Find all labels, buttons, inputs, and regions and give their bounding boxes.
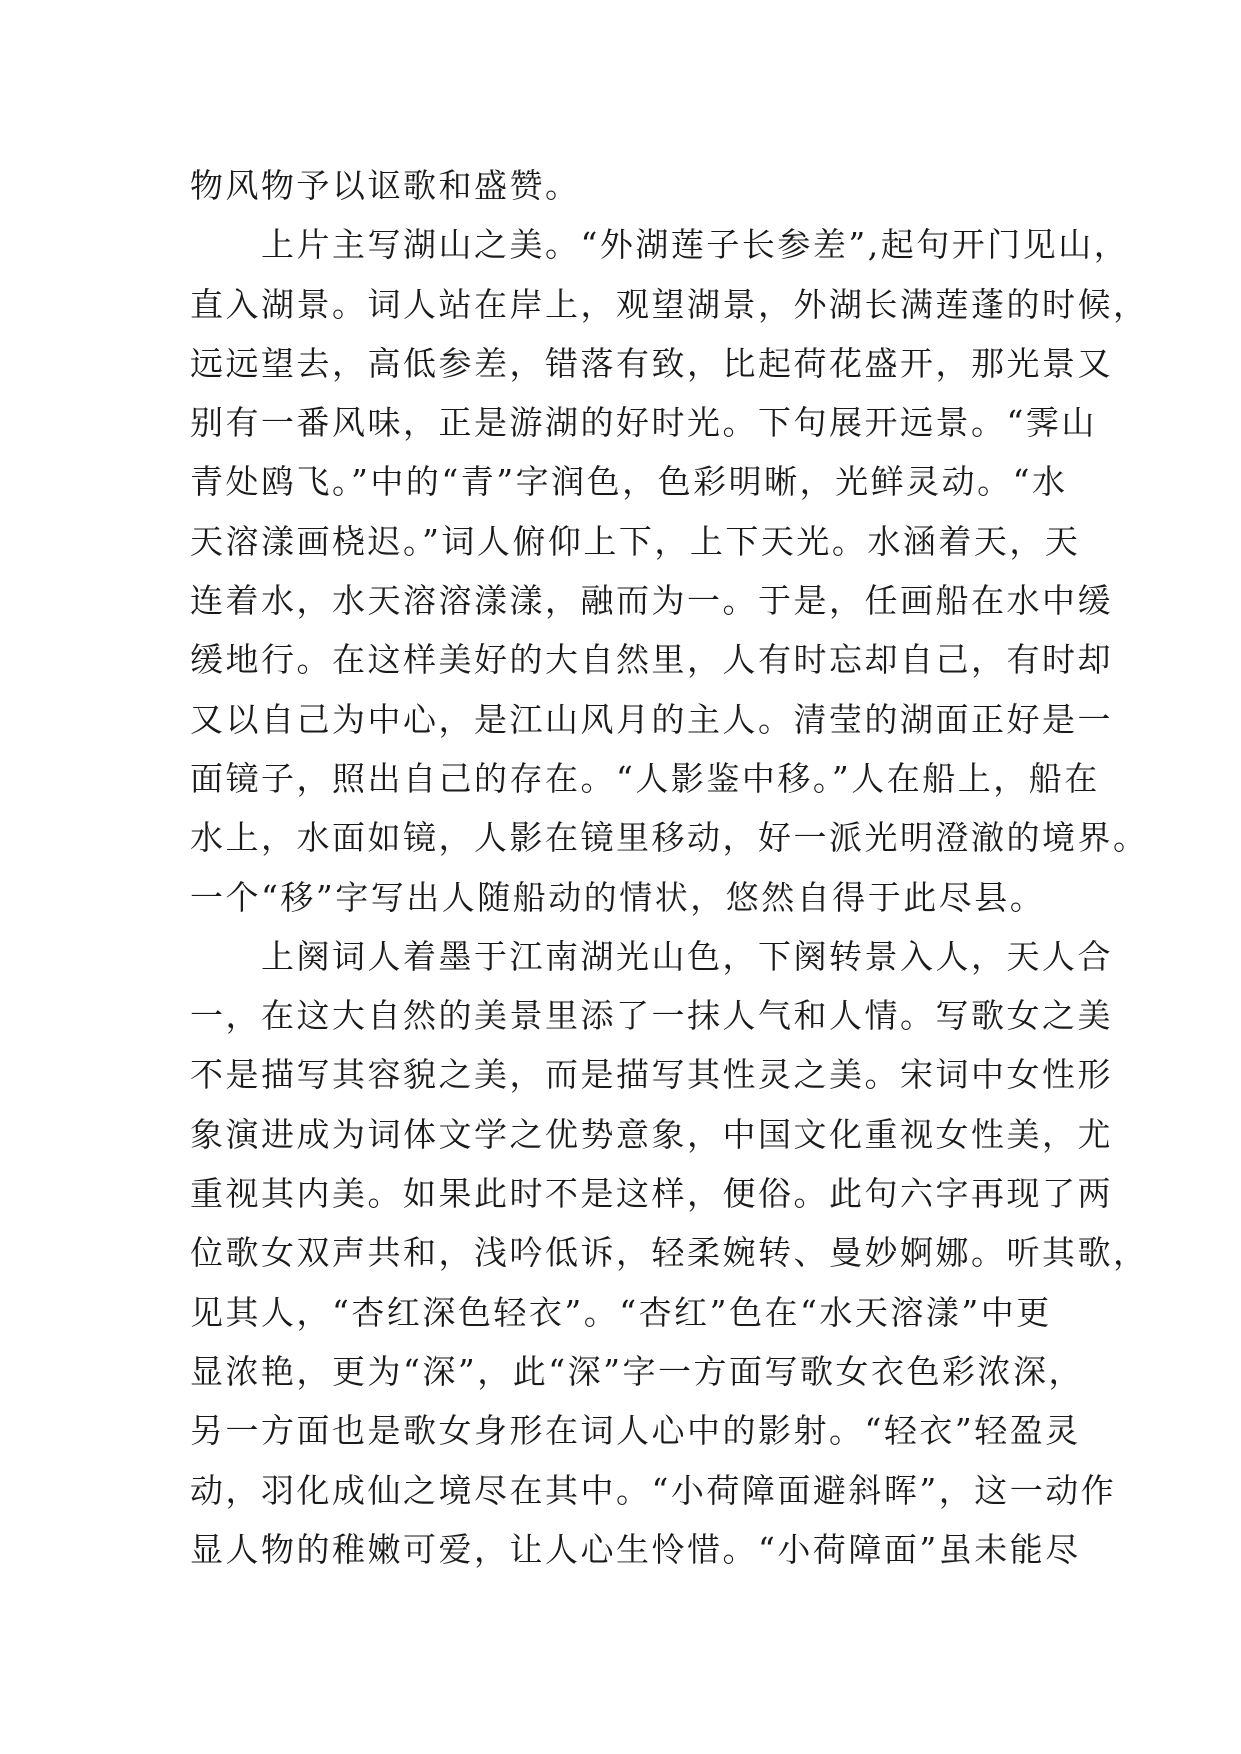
text-line: 见其人，“杏红深色轻衣”。“杏红”色在“水天溶漾”中更 <box>190 1292 1052 1332</box>
text-line: 象演进成为词体文学之优势意象，中国文化重视女性美，尤 <box>190 1114 1113 1154</box>
text-line: 面镜子，照出自己的存在。“人影鉴中移。”人在船上，船在 <box>190 758 1100 798</box>
text-line: 另一方面也是歌女身形在词人心中的影射。“轻衣”轻盈灵 <box>190 1411 1081 1451</box>
text-line: 别有一番风味，正是游湖的好时光。下句展开远景。“霁山 <box>190 403 1097 443</box>
text-line: 远远望去，高低参差，错落有致，比起荷花盛开，那光景又 <box>190 343 1113 383</box>
text-line: 上阕词人着墨于江南湖光山色，下阕转景入人，天人合 <box>190 936 1113 976</box>
text-line: 物风物予以讴歌和盛赞。 <box>190 166 581 205</box>
text-line: 天溶漾画桡迟。”词人俯仰上下，上下天光。水涵着天，天 <box>190 521 1081 561</box>
text-line: 水上，水面如镜，人影在镜里移动，好一派光明澄澈的境界。 <box>190 818 1149 858</box>
text-line: 重视其内美。如果此时不是这样，便俗。此句六字再现了两 <box>190 1174 1113 1214</box>
text-line: 又以自己为中心，是江山风月的主人。清莹的湖面正好是一 <box>190 699 1113 739</box>
text-line: 不是描写其容貌之美，而是描写其性灵之美。宋词中女性形 <box>190 1055 1113 1095</box>
text-line: 直入湖景。词人站在岸上，观望湖景，外湖长满莲蓬的时候， <box>190 284 1149 324</box>
text-line: 上片主写湖山之美。“外湖莲子长参差”,起句开门见山， <box>190 225 1130 265</box>
text-line: 动，羽化成仙之境尽在其中。“小荷障面避斜晖”，这一动作 <box>190 1470 1117 1510</box>
text-line: 青处鸥飞。”中的“青”字润色，色彩明晰，光鲜灵动。“水 <box>190 462 1068 502</box>
text-line: 一，在这大自然的美景里添了一抹人气和人情。写歌女之美 <box>190 996 1113 1036</box>
text-line: 缓地行。在这样美好的大自然里，人有时忘却自己，有时却 <box>190 640 1113 680</box>
body-text <box>190 156 1149 1579</box>
text-line: 连着水，水天溶溶漾漾，融而为一。于是，任画船在水中缓 <box>190 581 1113 621</box>
text-line: 位歌女双声共和，浅吟低诉，轻柔婉转、曼妙婀娜。听其歌， <box>190 1233 1149 1273</box>
text-line: 显浓艳，更为“深”，此“深”字一方面写歌女衣色彩浓深， <box>190 1351 1084 1391</box>
text-line: 一个“移”字写出人随船动的情状，悠然自得于此尽县。 <box>190 877 1046 917</box>
text-line: 显人物的稚嫩可爱，让人心生怜惜。“小荷障面”虽未能尽 <box>190 1529 1081 1569</box>
